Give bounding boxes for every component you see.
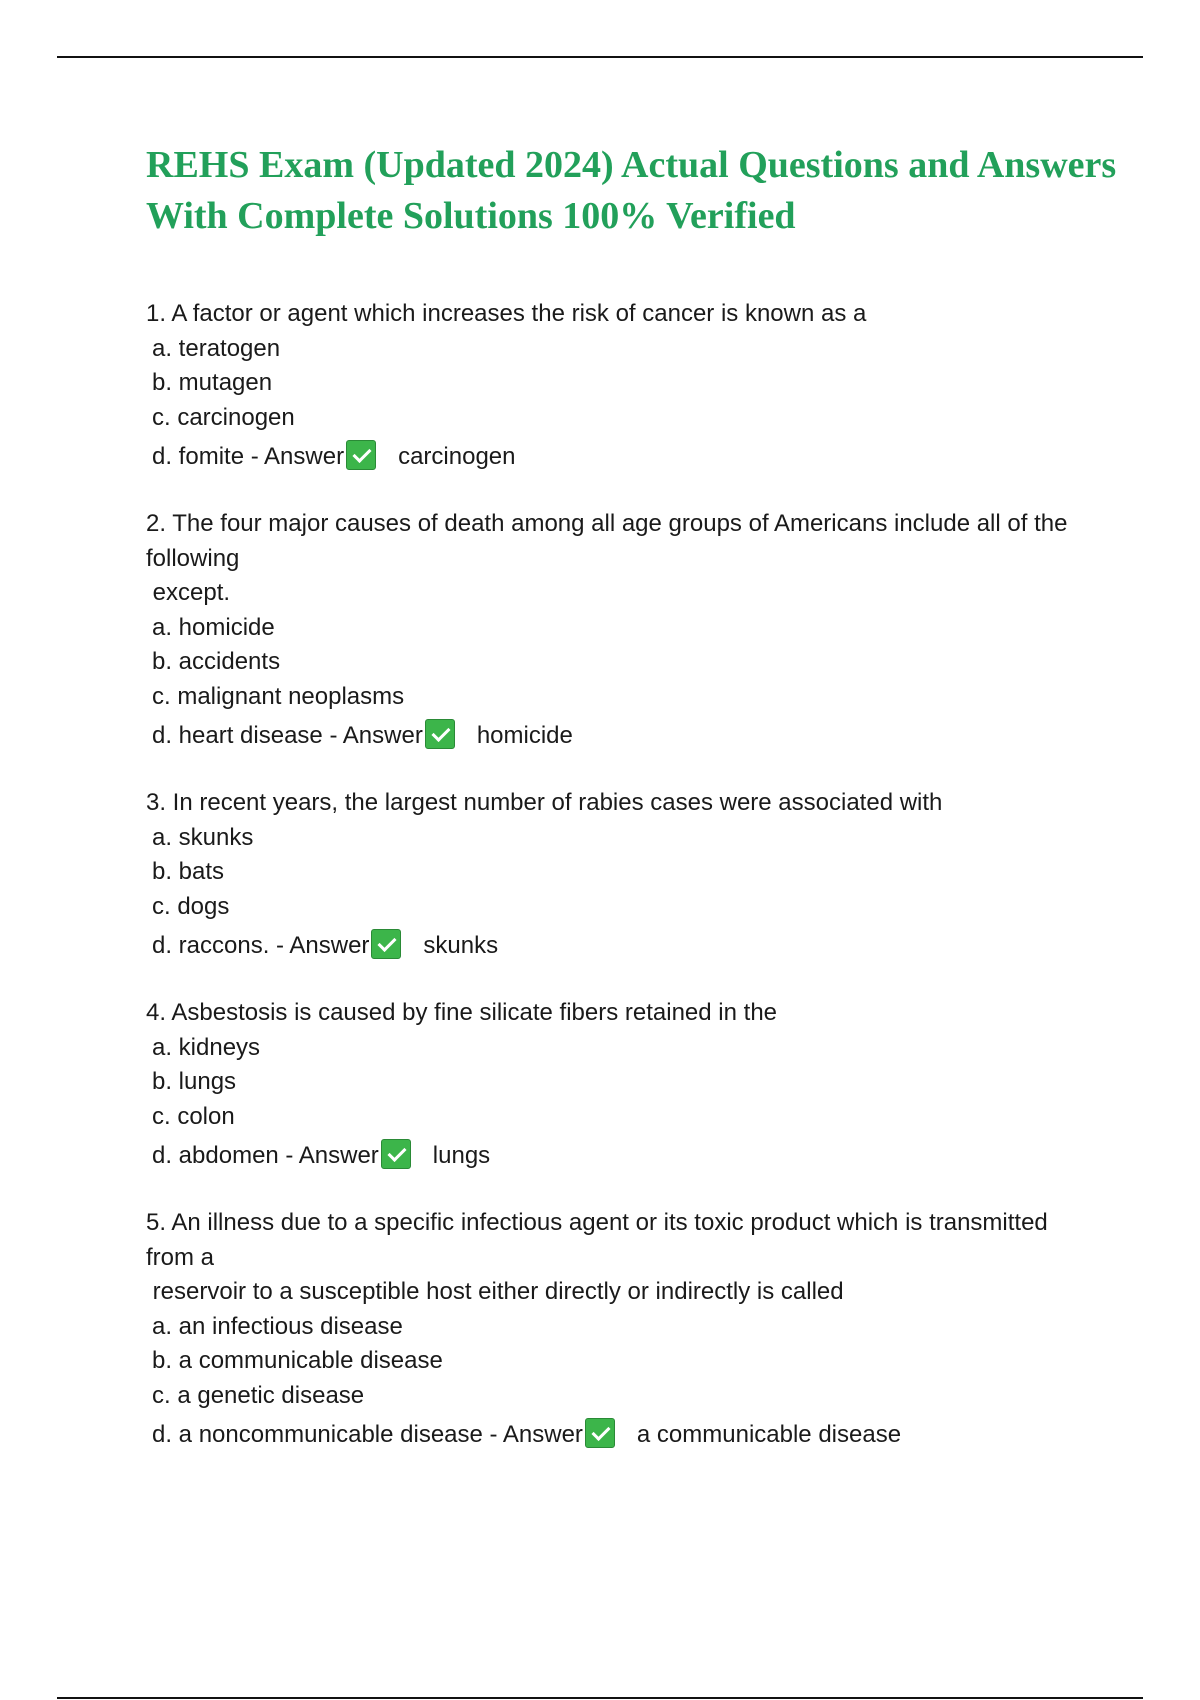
- option-d-with-answer: [146, 926, 1096, 966]
- answer-text: homicide: [476, 722, 573, 749]
- check-icon: [346, 440, 376, 470]
- option-d-with-answer: [146, 716, 1096, 756]
- option-c: c. malignant neoplasms: [152, 682, 405, 710]
- option-a: a. kidneys: [152, 1033, 261, 1061]
- option-b: b. lungs: [152, 1068, 237, 1095]
- option-b: b. a communicable disease: [152, 1347, 443, 1374]
- answer-text: skunks: [423, 932, 499, 959]
- option-b: b. accidents: [152, 648, 281, 675]
- option-a: a. skunks: [152, 823, 254, 851]
- check-icon: [371, 929, 401, 959]
- option-b: b. mutagen: [152, 369, 273, 396]
- option-a: a. teratogen: [152, 334, 281, 362]
- question-stem-continued: except.: [146, 579, 231, 606]
- answer-text: a communicable disease: [636, 1421, 902, 1448]
- question-stem: 4. Asbestosis is caused by fine silicate fibers retained in the: [146, 999, 778, 1026]
- question-5: [146, 1206, 1096, 1455]
- question-list: [146, 297, 1096, 1485]
- top-rule: [57, 56, 1143, 58]
- option-a: a. an infectious disease: [152, 1312, 403, 1340]
- option-d-with-answer: [146, 1136, 1096, 1176]
- answer-label: Answer: [298, 1142, 379, 1169]
- document-title: REHS Exam (Updated 2024) Actual Questions and Answers With Complete Solutions 100% Verified: [146, 144, 1117, 237]
- answer-text: carcinogen: [398, 443, 516, 470]
- option-d-with-answer: [146, 437, 1096, 477]
- question-1: [146, 297, 1096, 477]
- option-c: c. colon: [152, 1102, 235, 1130]
- question-stem: 2. The four major causes of death among all age groups of Americans include all of the following: [146, 510, 1068, 572]
- question-stem: 5. An illness due to a specific infectious agent or its toxic product which is transmitted from a: [146, 1209, 1048, 1271]
- option-c: c. carcinogen: [152, 403, 295, 431]
- option-d: d. abdomen -: [152, 1142, 299, 1169]
- option-c: c. dogs: [152, 892, 230, 920]
- check-icon: [585, 1418, 615, 1448]
- question-stem-continued: reservoir to a susceptible host either directly or indirectly is called: [146, 1278, 844, 1305]
- answer-label: Answer: [264, 443, 345, 470]
- question-3: [146, 786, 1096, 966]
- answer-label: Answer: [502, 1421, 583, 1448]
- option-d-with-answer: [146, 1415, 1096, 1455]
- question-stem: 3. In recent years, the largest number of rabies cases were associated with: [146, 789, 943, 816]
- option-d: d. fomite -: [152, 443, 265, 470]
- answer-label: Answer: [289, 932, 370, 959]
- option-d: d. a noncommunicable disease -: [152, 1421, 503, 1448]
- answer-text: lungs: [432, 1142, 491, 1169]
- answer-label: Answer: [342, 722, 423, 749]
- option-d: d. heart disease -: [152, 722, 343, 749]
- option-d: d. raccons. -: [152, 932, 290, 959]
- question-stem: 1. A factor or agent which increases the risk of cancer is known as a: [146, 300, 867, 327]
- option-b: b. bats: [152, 858, 225, 885]
- question-2: [146, 507, 1096, 756]
- option-a: a. homicide: [152, 613, 275, 641]
- question-4: [146, 996, 1096, 1176]
- option-c: c. a genetic disease: [152, 1381, 365, 1409]
- check-icon: [425, 719, 455, 749]
- check-icon: [381, 1139, 411, 1169]
- bottom-rule: [57, 1697, 1143, 1699]
